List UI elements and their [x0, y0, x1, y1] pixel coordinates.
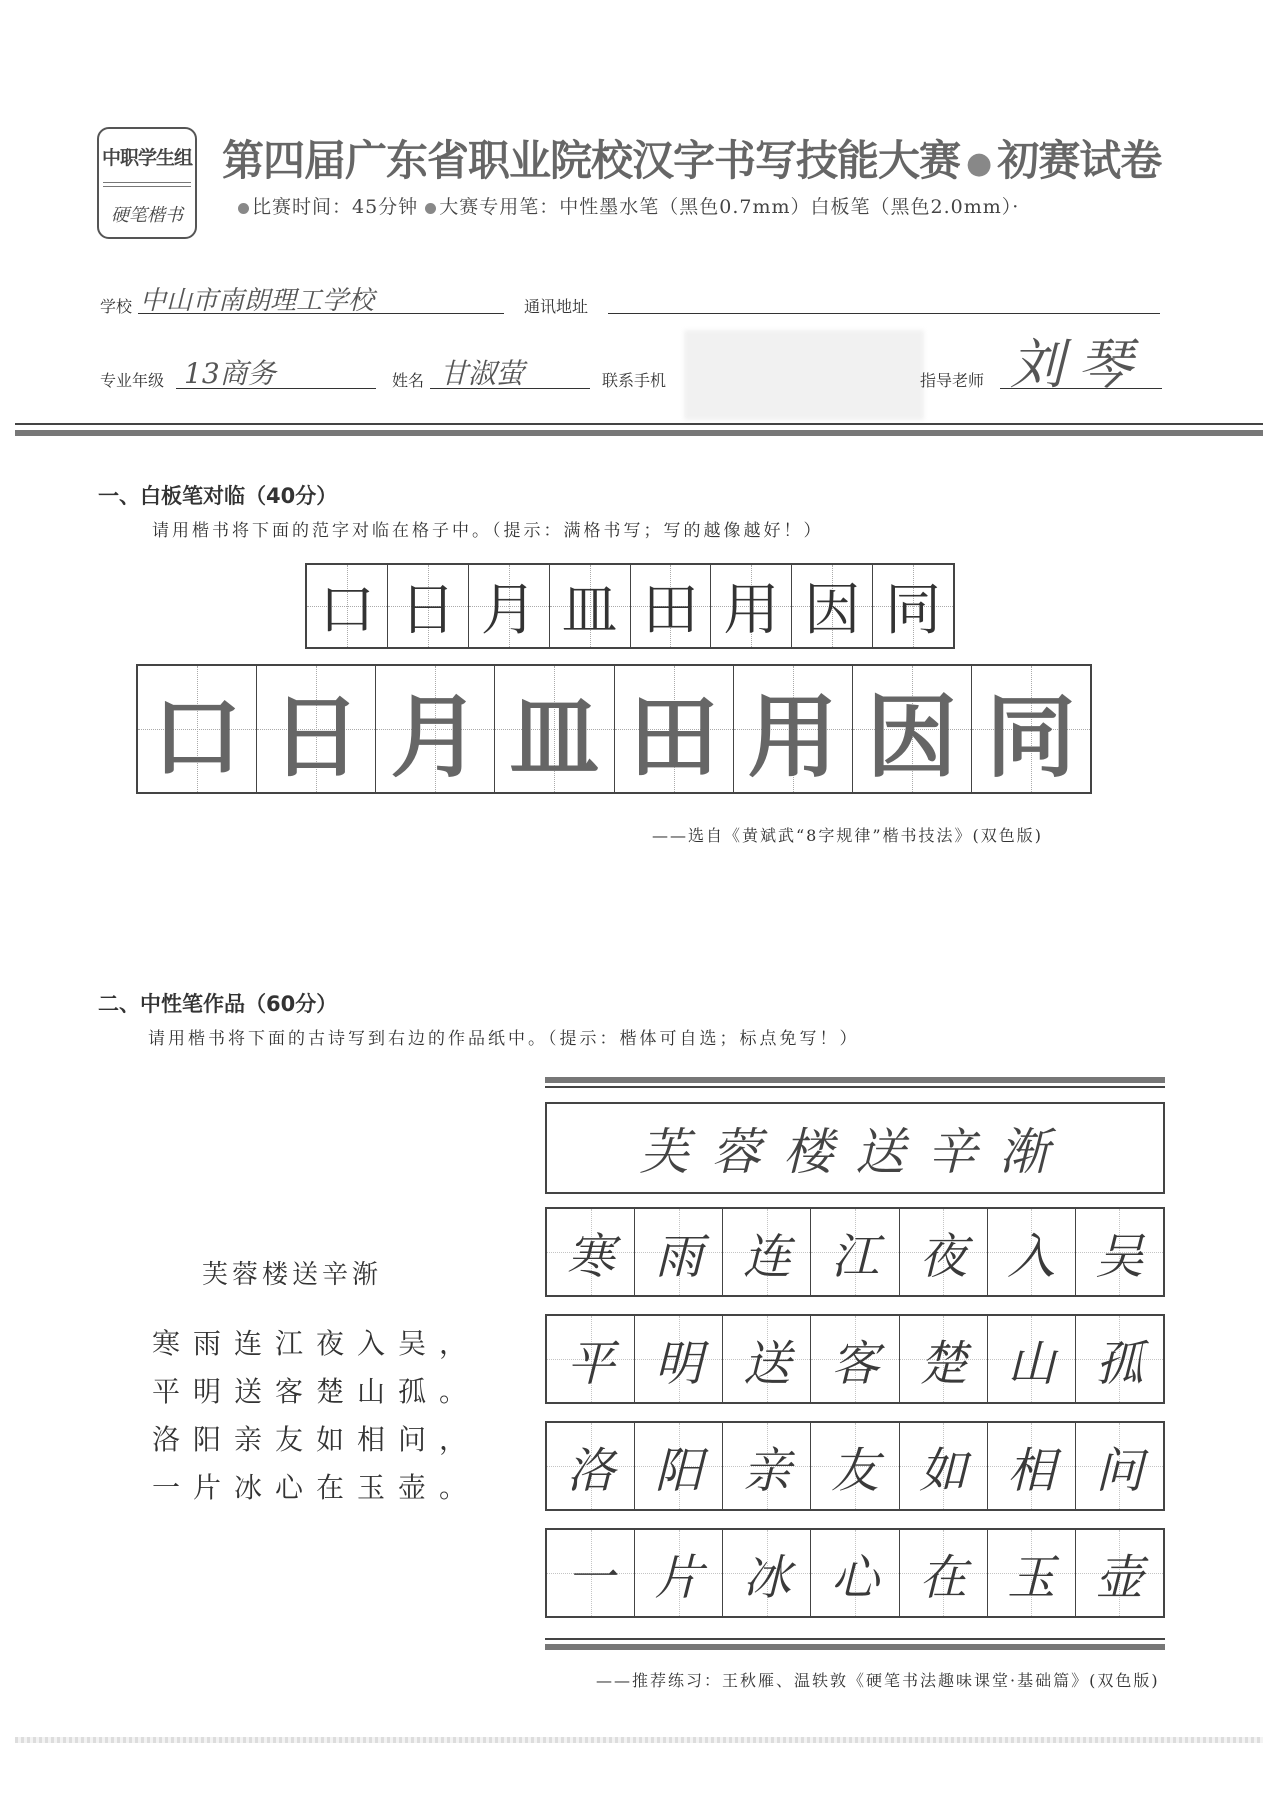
- work-row[interactable]: [545, 1421, 1165, 1511]
- exam-time: 比赛时间：45分钟: [252, 196, 419, 218]
- model-char: 同: [885, 578, 942, 643]
- header-divider: [15, 423, 1263, 425]
- work-cell[interactable]: [1076, 1209, 1163, 1295]
- work-cell[interactable]: [811, 1209, 899, 1295]
- teacher-label: 指导老师: [920, 371, 985, 390]
- work-cell[interactable]: [635, 1423, 723, 1509]
- work-char: 心: [830, 1549, 879, 1606]
- major-label: 专业年级: [100, 371, 165, 390]
- model-char: 日: [399, 578, 456, 643]
- work-char: 送: [742, 1335, 791, 1392]
- written-char: 田: [628, 685, 719, 790]
- phone-redacted[interactable]: [684, 330, 924, 420]
- work-char: 如: [919, 1442, 968, 1499]
- work-cell[interactable]: [635, 1530, 723, 1616]
- work-cell[interactable]: [988, 1209, 1076, 1295]
- title-dot-icon: ●: [966, 146, 992, 181]
- scan-artifact: [15, 1737, 1263, 1743]
- section1-source: ——选自《黄斌武“8字规律”楷书技法》(双色版): [652, 826, 1044, 845]
- model-char: 口: [318, 578, 375, 643]
- written-char: 皿: [509, 685, 600, 790]
- page-title: [222, 128, 1161, 188]
- work-cell[interactable]: [723, 1530, 811, 1616]
- major-value[interactable]: 13商务: [184, 357, 276, 390]
- work-char: 山: [1007, 1335, 1056, 1392]
- work-cell[interactable]: [900, 1530, 988, 1616]
- work-cell[interactable]: [988, 1423, 1076, 1509]
- work-char: 友: [830, 1442, 879, 1499]
- practice-cell[interactable]: [853, 666, 972, 792]
- work-char: 壶: [1095, 1549, 1144, 1606]
- work-cell[interactable]: [811, 1423, 899, 1509]
- work-char: 玉: [1007, 1549, 1056, 1606]
- work-cell[interactable]: [900, 1316, 988, 1402]
- work-char: 江: [830, 1228, 879, 1285]
- poem-line: 寒雨连江夜入吴，: [152, 1327, 481, 1360]
- model-char: 用: [723, 578, 780, 643]
- exam-info: [238, 192, 1019, 219]
- badge-divider: [103, 182, 191, 183]
- written-char: 用: [747, 685, 838, 790]
- address-field[interactable]: [608, 313, 1160, 314]
- work-char: 一: [566, 1549, 615, 1606]
- work-char: 冰: [742, 1549, 791, 1606]
- category-badge: [97, 127, 197, 239]
- written-char: 口: [152, 685, 243, 790]
- work-char: 问: [1095, 1442, 1144, 1499]
- work-char: 孤: [1095, 1335, 1144, 1392]
- work-cell[interactable]: [547, 1209, 635, 1295]
- model-char: 皿: [561, 578, 618, 643]
- model-cell: [469, 565, 550, 647]
- work-char: 客: [830, 1335, 879, 1392]
- model-char: 田: [642, 578, 699, 643]
- work-cell[interactable]: [723, 1209, 811, 1295]
- work-char: 连: [742, 1228, 791, 1285]
- work-bottom-rule: [545, 1644, 1165, 1650]
- work-cell[interactable]: [900, 1209, 988, 1295]
- poem-line: 平明送客楚山孤。: [152, 1375, 481, 1408]
- work-cell[interactable]: [1076, 1316, 1163, 1402]
- section2-heading: 二、中性笔作品（60分）: [98, 992, 338, 1016]
- phone-label: 联系手机: [602, 371, 667, 390]
- work-cell[interactable]: [988, 1316, 1076, 1402]
- practice-char-grid[interactable]: [136, 664, 1092, 794]
- model-cell: [792, 565, 873, 647]
- exam-pens: 大赛专用笔：中性墨水笔（黑色0.7mm）白板笔（黑色2.0mm）·: [439, 196, 1020, 218]
- work-char: 平: [566, 1335, 615, 1392]
- teacher-value[interactable]: 刘琴: [1010, 333, 1146, 396]
- name-label: 姓名: [392, 371, 425, 390]
- work-char: 片: [654, 1549, 703, 1606]
- work-char: 吴: [1095, 1228, 1144, 1285]
- model-cell: [307, 565, 388, 647]
- work-cell[interactable]: [988, 1530, 1076, 1616]
- school-value[interactable]: 中山市南朗理工学校: [140, 286, 375, 316]
- model-cell: [550, 565, 631, 647]
- badge-divider: [103, 186, 191, 187]
- practice-cell[interactable]: [138, 666, 257, 792]
- badge-group: 中职学生组: [101, 147, 192, 169]
- header-divider: [15, 430, 1263, 436]
- poem-title: 芙蓉楼送辛渐: [202, 1260, 383, 1290]
- work-title: 芙蓉楼送辛渐: [639, 1123, 1071, 1181]
- work-char: 相: [1007, 1442, 1056, 1499]
- written-char: 月: [390, 685, 481, 790]
- written-char: 日: [271, 685, 362, 790]
- bullet-icon: [238, 203, 249, 214]
- address-label: 通讯地址: [524, 297, 589, 316]
- written-char: 同: [985, 685, 1076, 790]
- work-char: 寒: [566, 1228, 615, 1285]
- work-char: 楚: [919, 1335, 968, 1392]
- practice-cell[interactable]: [257, 666, 376, 792]
- title-suffix: 初赛试卷: [997, 136, 1162, 185]
- work-cell[interactable]: [723, 1423, 811, 1509]
- work-top-rule: [545, 1077, 1165, 1083]
- work-cell[interactable]: [1076, 1530, 1163, 1616]
- work-cell[interactable]: [547, 1423, 635, 1509]
- work-cell[interactable]: [547, 1530, 635, 1616]
- model-cell: [873, 565, 953, 647]
- work-bottom-rule: [545, 1638, 1165, 1640]
- work-cell[interactable]: [1076, 1423, 1163, 1509]
- work-cell[interactable]: [811, 1316, 899, 1402]
- work-char: 雨: [654, 1228, 703, 1285]
- written-char: 因: [866, 685, 957, 790]
- work-char: 在: [919, 1549, 968, 1606]
- work-char: 洛: [566, 1442, 615, 1499]
- section1-heading: 一、白板笔对临（40分）: [98, 484, 338, 508]
- model-cell: [388, 565, 469, 647]
- practice-cell[interactable]: [734, 666, 853, 792]
- practice-cell[interactable]: [495, 666, 614, 792]
- badge-category: 硬笔楷书: [111, 205, 183, 226]
- model-cell: [631, 565, 712, 647]
- practice-cell[interactable]: [972, 666, 1090, 792]
- major-field[interactable]: [176, 388, 376, 389]
- work-char: 亲: [742, 1442, 791, 1499]
- work-cell[interactable]: [900, 1423, 988, 1509]
- title-main: 第四届广东省职业院校汉字书写技能大赛: [222, 136, 961, 185]
- model-char-grid: [305, 563, 955, 649]
- bullet-icon: [425, 203, 436, 214]
- school-field[interactable]: [138, 313, 504, 314]
- work-row[interactable]: [545, 1528, 1165, 1618]
- name-field[interactable]: [430, 388, 590, 389]
- work-cell[interactable]: [811, 1530, 899, 1616]
- work-char: 入: [1007, 1228, 1056, 1285]
- poem-line: 洛阳亲友如相问，: [152, 1423, 481, 1456]
- work-char: 阳: [654, 1442, 703, 1499]
- teacher-field[interactable]: [1000, 388, 1162, 389]
- practice-cell[interactable]: [615, 666, 734, 792]
- work-title-box[interactable]: [545, 1102, 1165, 1194]
- work-cell[interactable]: [723, 1316, 811, 1402]
- work-cell[interactable]: [547, 1316, 635, 1402]
- model-char: 月: [480, 578, 537, 643]
- poem-line: 一片冰心在玉壶。: [152, 1471, 481, 1504]
- model-cell: [711, 565, 792, 647]
- work-row[interactable]: [545, 1314, 1165, 1404]
- work-cell[interactable]: [635, 1209, 723, 1295]
- work-char: 夜: [919, 1228, 968, 1285]
- work-char: 明: [654, 1335, 703, 1392]
- name-value[interactable]: 甘淑萤: [440, 357, 525, 390]
- practice-cell[interactable]: [376, 666, 495, 792]
- section2-instruction: 请用楷书将下面的古诗写到右边的作品纸中。（提示：楷体可自选；标点免写！）: [148, 1029, 860, 1049]
- section1-instruction: 请用楷书将下面的范字对临在格子中。（提示：满格书写；写的越像越好！）: [152, 521, 824, 541]
- section2-recommend: ——推荐练习：王秋雁、温轶敦《硬笔书法趣味课堂·基础篇》(双色版): [596, 1671, 1160, 1690]
- work-cell[interactable]: [635, 1316, 723, 1402]
- work-top-rule: [545, 1086, 1165, 1088]
- school-label: 学校: [100, 297, 133, 316]
- model-char: 因: [804, 578, 861, 643]
- work-row[interactable]: [545, 1207, 1165, 1297]
